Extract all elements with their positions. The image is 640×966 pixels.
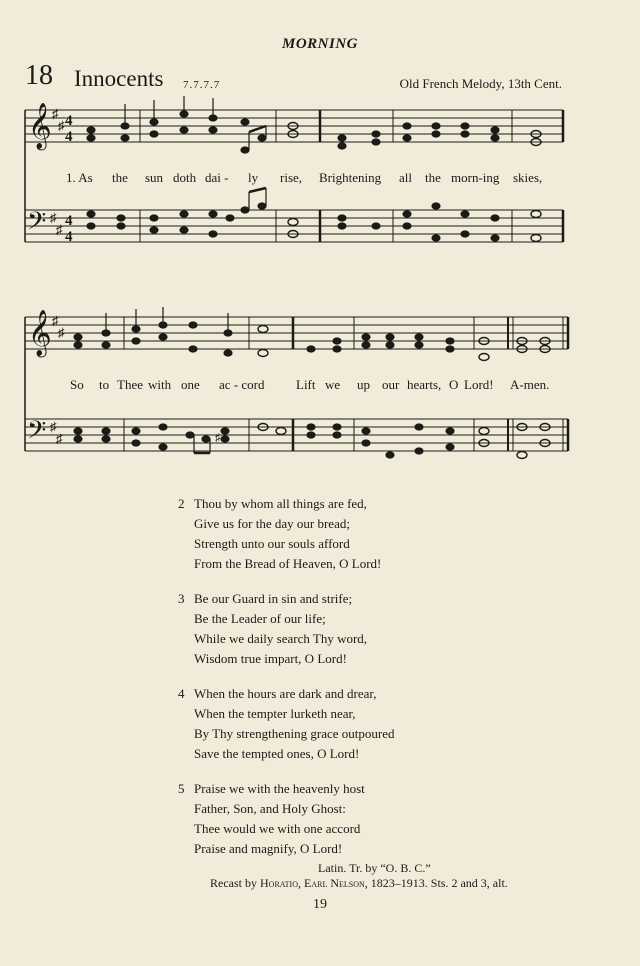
verse-line: By Thy strengthening grace outpoured (194, 726, 395, 741)
lyric: dai - (205, 170, 229, 185)
verse-number: 2 (178, 496, 185, 511)
verse-number: 3 (178, 591, 185, 606)
lyric: Lift (296, 377, 316, 392)
svg-text:4: 4 (65, 229, 73, 245)
svg-text:♯: ♯ (50, 210, 57, 225)
svg-text:♯: ♯ (52, 106, 59, 121)
verse-number: 5 (178, 781, 185, 796)
svg-text:♯: ♯ (56, 431, 63, 446)
hymn-number: 18 (25, 60, 53, 91)
lyric: Lord! (464, 377, 494, 392)
tune-source: Old French Melody, 13th Cent. (399, 76, 562, 91)
lyric: the (112, 170, 128, 185)
verse-5 (178, 779, 395, 859)
verse-2 (178, 494, 395, 574)
svg-text:𝄞: 𝄞 (28, 310, 52, 356)
svg-text:4: 4 (65, 113, 73, 129)
svg-text:4: 4 (65, 213, 73, 229)
lyric: Brightening (319, 170, 382, 185)
lyric: up (357, 377, 370, 392)
verse-line: While we daily search Thy word, (194, 631, 368, 646)
lyric: the (425, 170, 441, 185)
lyric: So (70, 377, 84, 392)
lyric: we (325, 377, 341, 392)
author-name: Horatio, Earl Nelson (260, 876, 365, 890)
meter: 7.7.7.7 (183, 79, 221, 91)
verse-line: Strength unto our souls afford (194, 536, 350, 551)
svg-text:4: 4 (65, 129, 73, 145)
lyric: to (99, 377, 110, 392)
svg-text:♯: ♯ (56, 222, 63, 237)
svg-text:𝄢: 𝄢 (27, 207, 47, 242)
lyric: ly (248, 170, 259, 185)
svg-text:♯: ♯ (52, 313, 59, 328)
verse-line: When the hours are dark and drear, (194, 686, 377, 701)
section-title: MORNING (281, 36, 358, 52)
lyric: one (181, 377, 200, 392)
svg-text:♯: ♯ (50, 419, 57, 434)
lyric: doth (173, 170, 197, 185)
lyric: our (382, 377, 400, 392)
svg-text:𝄢: 𝄢 (27, 416, 47, 451)
verse-line: Father, Son, and Holy Ghost: (194, 801, 346, 816)
verse-4 (178, 684, 395, 764)
verse-3 (178, 589, 395, 669)
svg-text:𝄞: 𝄞 (28, 103, 52, 149)
lyric: ac - cord (219, 377, 265, 392)
verse-line: Thou by whom all things are fed, (194, 496, 367, 511)
lyric: rise, (280, 170, 303, 185)
verse-line: Wisdom true impart, O Lord! (194, 651, 347, 666)
verse-line: Praise and magnify, O Lord! (194, 841, 343, 856)
verse-line: Praise we with the heavenly host (194, 781, 365, 796)
lyric: all (399, 170, 412, 185)
lyric: hearts, (407, 377, 442, 392)
lyric: Thee (117, 377, 143, 392)
lyric: with (148, 377, 172, 392)
svg-text:♯: ♯ (58, 325, 65, 340)
lyric: A-men. (510, 377, 550, 392)
page-number: 19 (313, 897, 327, 912)
lyric: skies, (513, 170, 543, 185)
verses (178, 494, 395, 874)
recast-credit: Recast by Horatio, Earl Nelson, 1823–1913. Sts. 2 and 3, alt. (210, 876, 508, 890)
verse-line: Thee would we with one accord (194, 821, 361, 836)
verse-line: Be the Leader of our life; (194, 611, 326, 626)
tune-name: Innocents (74, 66, 164, 91)
lyric: O (449, 377, 459, 392)
verse-line: Save the tempted ones, O Lord! (194, 746, 360, 761)
verse-line: Be our Guard in sin and strife; (194, 591, 353, 606)
translator-credit: Latin. Tr. by “O. B. C.” (318, 861, 431, 875)
verse-line: From the Bread of Heaven, O Lord! (194, 556, 382, 571)
verse-number: 4 (178, 686, 185, 701)
lyric: 1. As (66, 170, 93, 185)
verse-line: Give us for the day our bread; (194, 516, 350, 531)
svg-text:♯: ♯ (58, 118, 65, 133)
lyric: morn-ing (451, 170, 500, 185)
lyric: sun (145, 170, 164, 185)
verse-line: When the tempter lurketh near, (194, 706, 356, 721)
svg-text:♯: ♯ (215, 432, 221, 444)
